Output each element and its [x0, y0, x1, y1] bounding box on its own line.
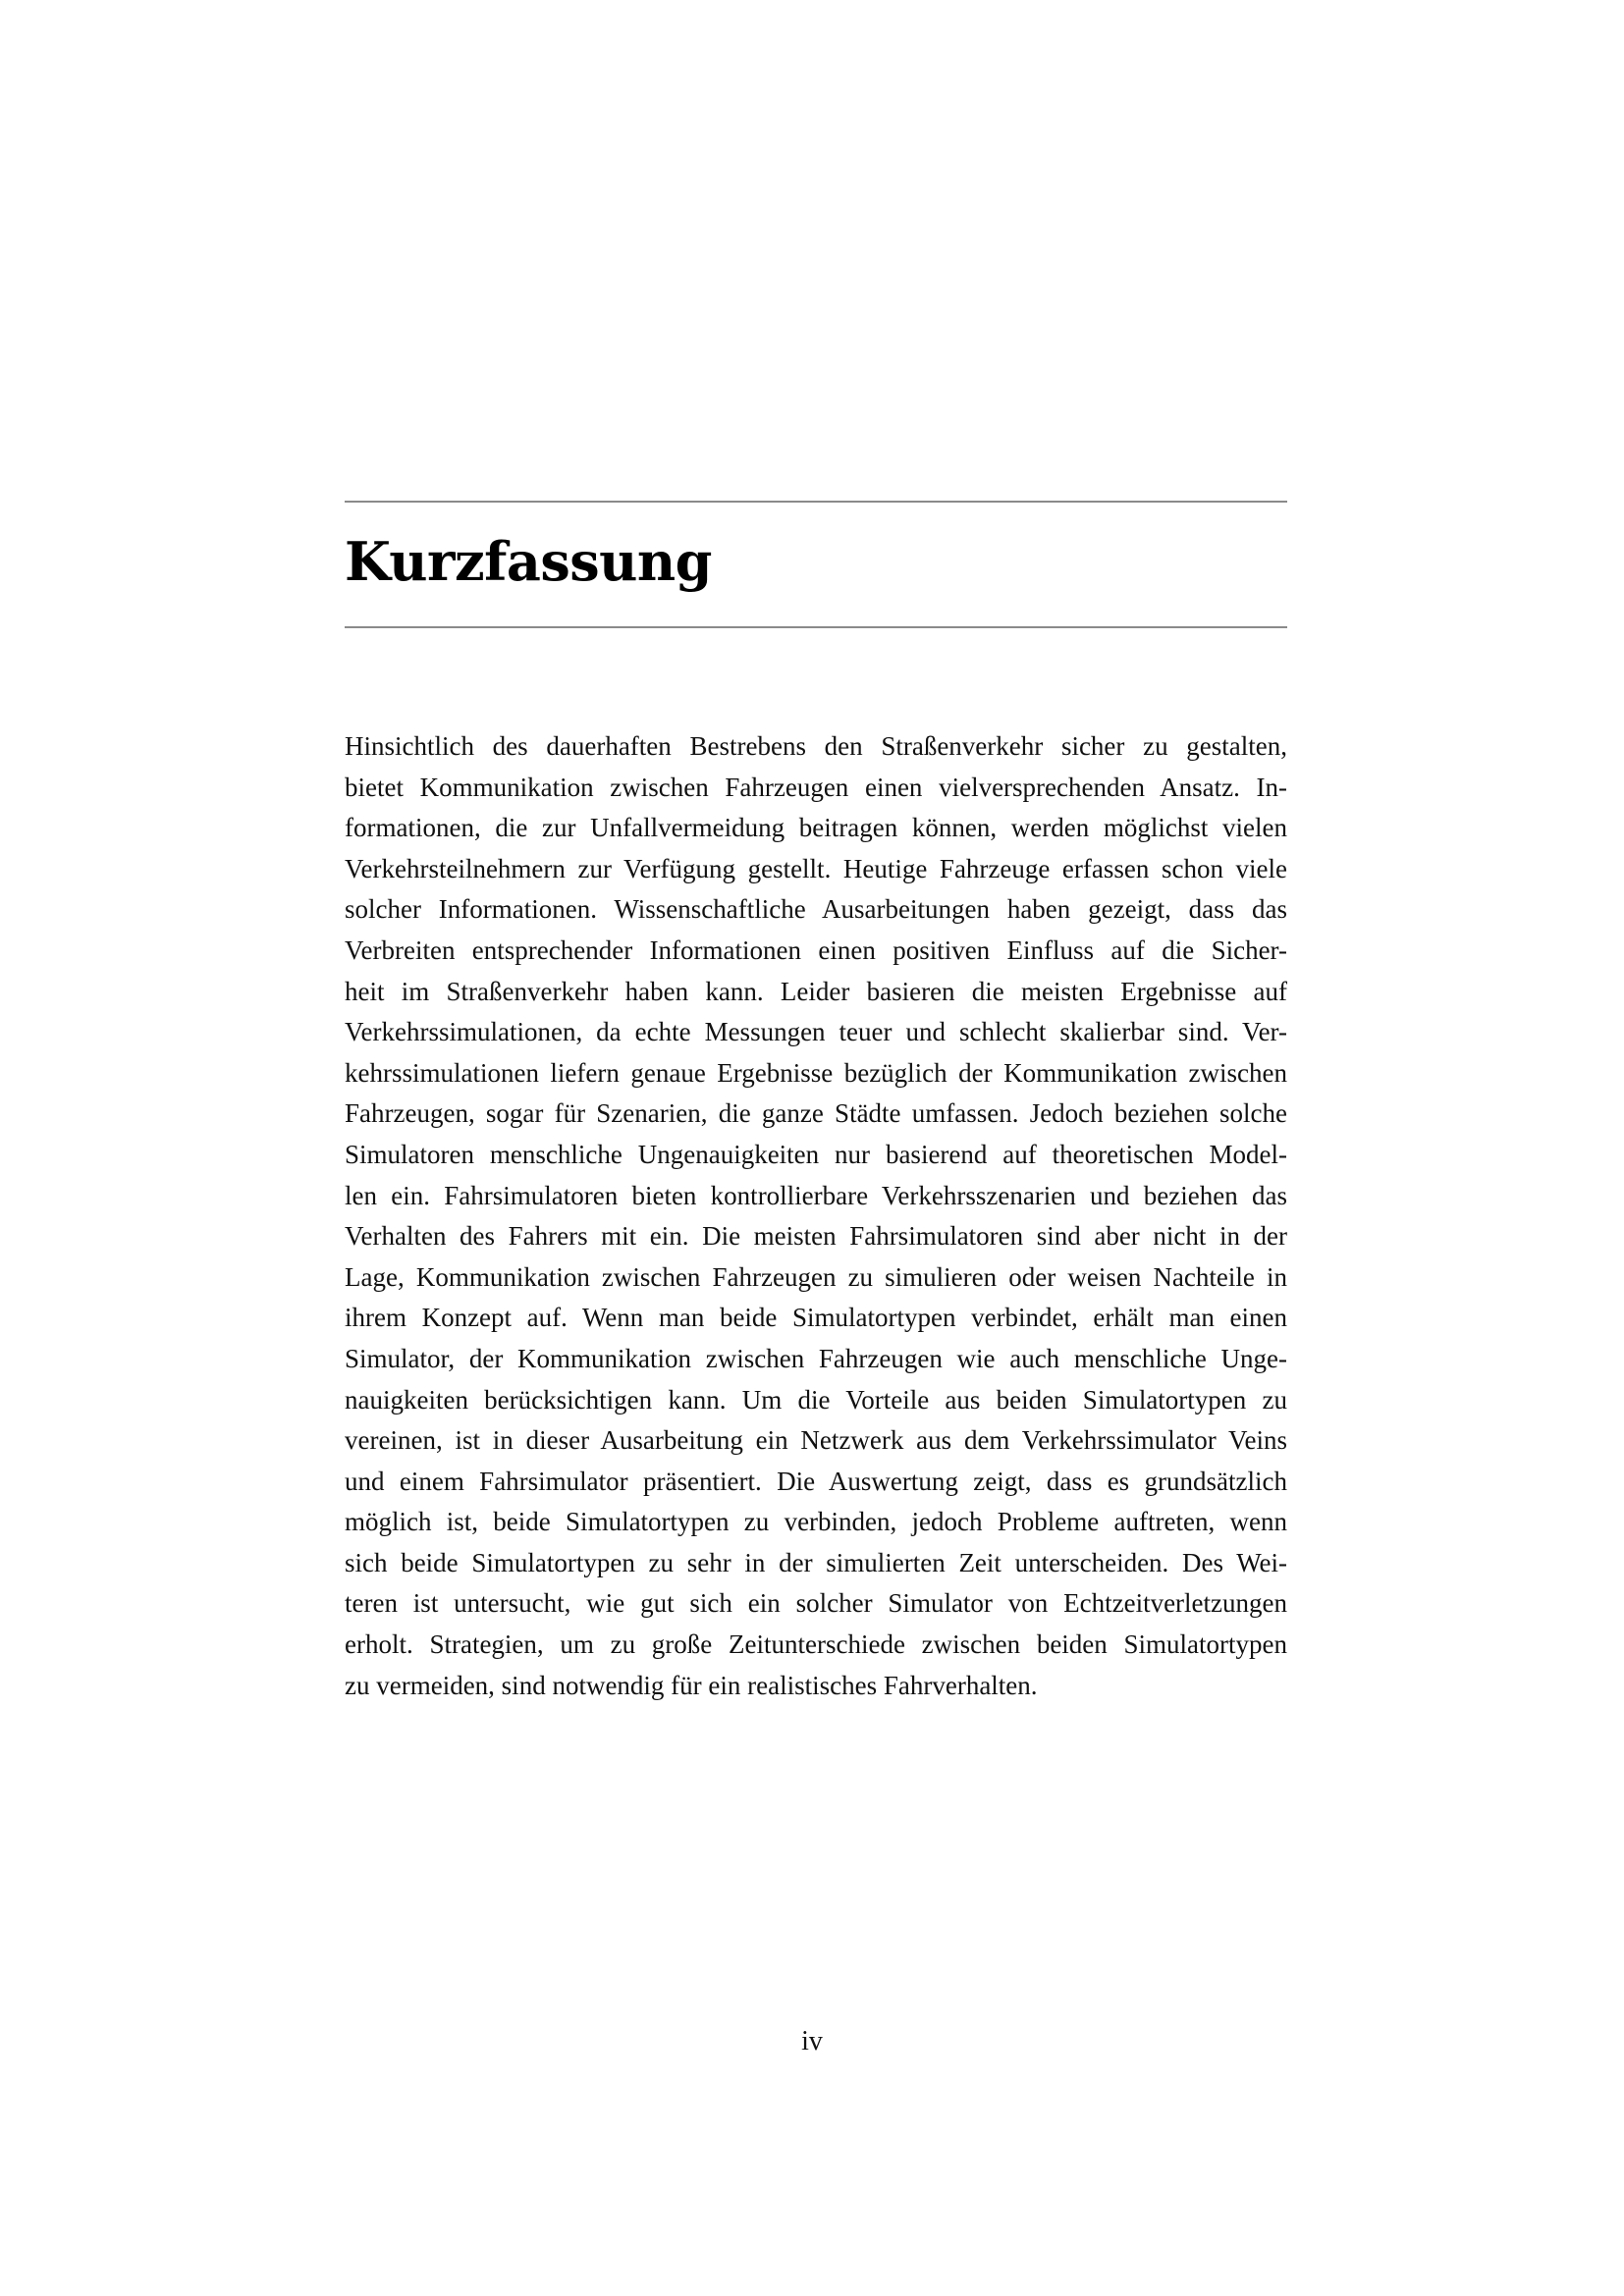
abstract-body	[345, 726, 1287, 1706]
abstract-line: bietet Kommunikation zwischen Fahrzeugen einen vielversprechenden Ansatz. In-	[345, 772, 1287, 802]
abstract-line: Verkehrsteilnehmern zur Verfügung gestellt. Heutige Fahrzeuge erfassen schon viele	[345, 853, 1287, 883]
title-rule-top	[345, 501, 1287, 503]
chapter-title: Kurzfassung	[345, 530, 712, 593]
abstract-line: möglich ist, beide Simulatortypen zu verbinden, jedoch Probleme auftreten, wenn	[345, 1507, 1287, 1537]
abstract-line: zu vermeiden, sind notwendig für ein realistisches Fahrverhalten.	[345, 1670, 1038, 1700]
abstract-line: sich beide Simulatortypen zu sehr in der simulierten Zeit unterscheiden. Des Wei-	[345, 1547, 1287, 1577]
abstract-line: Verbreiten entsprechender Informationen einen positiven Einfluss auf die Sicher-	[345, 934, 1287, 965]
abstract-line: nauigkeiten berücksichtigen kann. Um die Vorteile aus beiden Simulatortypen zu	[345, 1384, 1287, 1415]
page-number: iv	[801, 2026, 823, 2056]
abstract-line: Verkehrssimulationen, da echte Messungen teuer und schlecht skalierbar sind. Ver-	[345, 1017, 1287, 1047]
abstract-line: kehrssimulationen liefern genaue Ergebnisse bezüglich der Kommunikation zwischen	[345, 1057, 1287, 1088]
abstract-line: ihrem Konzept auf. Wenn man beide Simulatortypen verbindet, erhält man einen	[345, 1303, 1287, 1333]
abstract-line: Hinsichtlich des dauerhaften Bestrebens den Straßenverkehr sicher zu gestalten,	[345, 731, 1287, 761]
abstract-line: formationen, die zur Unfallvermeidung beitragen können, werden möglichst vielen	[345, 813, 1287, 843]
abstract-line: heit im Straßenverkehr haben kann. Leider basieren die meisten Ergebnisse auf	[345, 976, 1287, 1006]
abstract-line: Simulatoren menschliche Ungenauigkeiten nur basierend auf theoretischen Model-	[345, 1139, 1287, 1169]
abstract-line: und einem Fahrsimulator präsentiert. Die Auswertung zeigt, dass es grundsätzlich	[345, 1466, 1287, 1496]
abstract-line: Verhalten des Fahrers mit ein. Die meisten Fahrsimulatoren sind aber nicht in der	[345, 1221, 1287, 1252]
abstract-line: Simulator, der Kommunikation zwischen Fahrzeugen wie auch menschliche Unge-	[345, 1343, 1287, 1373]
abstract-line: len ein. Fahrsimulatoren bieten kontrollierbare Verkehrsszenarien und beziehen das	[345, 1180, 1287, 1210]
abstract-line: solcher Informationen. Wissenschaftliche Ausarbeitungen haben gezeigt, dass das	[345, 894, 1287, 925]
abstract-line: erholt. Strategien, um zu große Zeitunterschiede zwischen beiden Simulatortypen	[345, 1629, 1287, 1660]
abstract-line: vereinen, ist in dieser Ausarbeitung ein Netzwerk aus dem Verkehrssimulator Veins	[345, 1425, 1287, 1456]
abstract-line: Lage, Kommunikation zwischen Fahrzeugen zu simulieren oder weisen Nachteile in	[345, 1261, 1287, 1292]
title-rule-bottom	[345, 626, 1287, 628]
abstract-line: Fahrzeugen, sogar für Szenarien, die ganze Städte umfassen. Jedoch beziehen solche	[345, 1098, 1287, 1129]
abstract-line: teren ist untersucht, wie gut sich ein solcher Simulator von Echtzeitverletzungen	[345, 1588, 1287, 1619]
